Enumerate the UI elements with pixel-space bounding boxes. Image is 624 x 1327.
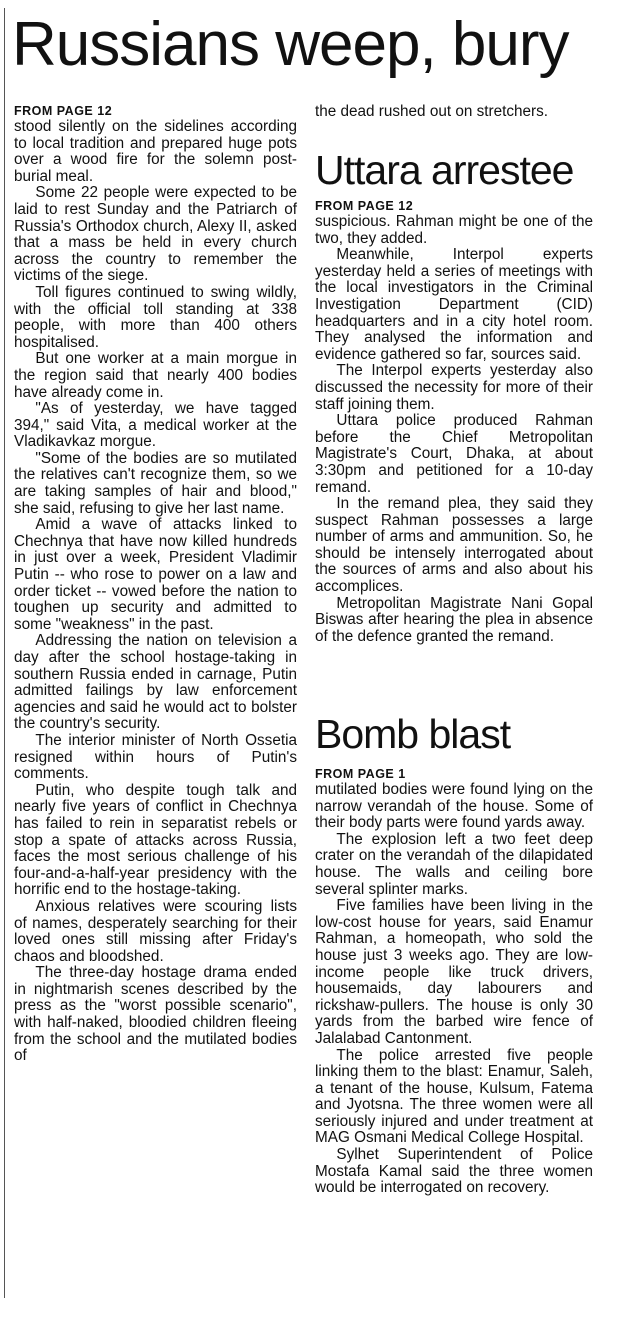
main-paragraph-8: Addressing the nation on television a day after the school hostage-taking in southern Russia ended in carnage, Putin admitted failings by law enforcement agencies and said he would act to bolster the country's security. bbox=[14, 632, 297, 733]
main-story-body bbox=[14, 104, 297, 1065]
bomb-paragraph-4: The police arrested five people linking them to the blast: Enamur, Saleh, a tenant of the house, Kulsum, Fatema and Jyotsna. The three women were all seriously injured and under treatment at MAG Osmani Medical College Hospital. bbox=[315, 1046, 593, 1147]
bomb-paragraph-2: The explosion left a two feet deep crater on the verandah of the dilapidated house. The walls and ceiling bore several splinter marks. bbox=[315, 830, 593, 898]
main-paragraph-11: Anxious relatives were scouring lists of names, desperately searching for their loved ones still missing after Friday's chaos and bloodshed. bbox=[14, 897, 297, 965]
uttara-paragraph-1: suspicious. Rahman might be one of the two, they added. bbox=[315, 213, 593, 247]
uttara-story bbox=[315, 147, 593, 645]
main-paragraph-6: "Some of the bodies are so mutilated the relatives can't recognize them, so we are taking samples of hair and blood," she said, refusing to give her last name. bbox=[14, 449, 297, 517]
bomb-paragraph-1: mutilated bodies were found lying on the narrow verandah of the house. Some of their body parts were found yards away. bbox=[315, 781, 593, 832]
main-paragraph-12: The three-day hostage drama ended in nightmarish scenes described by the press as the "worst possible scenario", with half-naked, bloodied children fleeing from the school and the mutilated bodies of bbox=[14, 964, 297, 1065]
bomb-paragraph-5: Sylhet Superintendent of Police Mostafa Kamal said the three women would be interrogated on recovery. bbox=[315, 1146, 593, 1197]
main-paragraph-4: But one worker at a main morgue in the region said that nearly 400 bodies have already come in. bbox=[14, 350, 297, 401]
main-paragraph-3: Toll figures continued to swing wildly, with the official toll standing at 338 people, with more than 400 others hospitalised. bbox=[14, 283, 297, 351]
main-story-continuation-block bbox=[315, 104, 593, 121]
uttara-dateline: FROM PAGE 12 bbox=[315, 199, 414, 213]
main-headline: Russians weep, bury bbox=[12, 10, 569, 79]
column-divider bbox=[4, 8, 5, 1298]
uttara-paragraph-5: In the remand plea, they said they suspect Rahman possesses a large number of arms and ammunition. So, he should be intensely interrogated about the sources of arms and also about his accomplices. bbox=[315, 495, 593, 596]
uttara-paragraph-2: Meanwhile, Interpol experts yesterday held a series of meetings with the local investigators in the Criminal Investigation Department (CID) headquarters and in a city hotel room. They analysed the information and evidence gathered so far, sources said. bbox=[315, 246, 593, 363]
bomb-dateline: FROM PAGE 1 bbox=[315, 767, 406, 781]
main-paragraph-9: The interior minister of North Ossetia resigned within hours of Putin's comments. bbox=[14, 731, 297, 783]
bomb-story bbox=[315, 711, 593, 1197]
main-paragraph-5: "As of yesterday, we have tagged 394," said Vita, a medical worker at the Vladikavkaz morgue. bbox=[14, 400, 297, 451]
uttara-headline: Uttara arrestee bbox=[315, 147, 574, 193]
main-paragraph-10: Putin, who despite tough talk and nearly five years of conflict in Chechnya has failed to rein in separatist rebels or stop a spate of attacks across Russia, faces the most serious challenge of his four-and-a-half-year presidency with the horrific end to the hostage-taking. bbox=[14, 781, 297, 899]
main-paragraph-7: Amid a wave of attacks linked to Chechnya that have now killed hundreds in just over a week, President Vladimir Putin -- who rose to power on a law and order ticket -- vowed before the nation to toughen up security and admitted to some "weakness" in the past. bbox=[14, 516, 297, 633]
main-story-continuation: the dead rushed out on stretchers. bbox=[315, 103, 549, 120]
uttara-paragraph-6: Metropolitan Magistrate Nani Gopal Biswas after hearing the plea in absence of the defence granted the remand. bbox=[315, 594, 593, 645]
uttara-paragraph-4: Uttara police produced Rahman before the Chief Metropolitan Magistrate's Court, Dhaka, at about 3:30pm and petitioned for a 10-day remand. bbox=[315, 412, 593, 496]
bomb-headline: Bomb blast bbox=[315, 711, 511, 757]
main-story-dateline: FROM PAGE 12 bbox=[14, 104, 113, 118]
main-paragraph-1: stood silently on the sidelines according to local tradition and prepared huge pots over a wood fire for the solemn post-burial meal. bbox=[14, 118, 297, 185]
main-paragraph-2: Some 22 people were expected to be laid to rest Sunday and the Patriarch of Russia's Orthodox church, Alexy II, asked that a mass be held in every church across the country to remember the victims of the siege. bbox=[14, 184, 297, 285]
bomb-paragraph-3: Five families have been living in the low-cost house for years, said Enamur Rahman, a homeopath, who sold the house just 3 weeks ago. They are low-income people like truck drivers, housemaids, day labourers and rickshaw-pullers. The house is only 30 yards from the barbed wire fence of Jalalabad Cantonment. bbox=[315, 897, 593, 1047]
uttara-paragraph-3: The Interpol experts yesterday also discussed the necessity for more of their staff joining them. bbox=[315, 362, 593, 413]
